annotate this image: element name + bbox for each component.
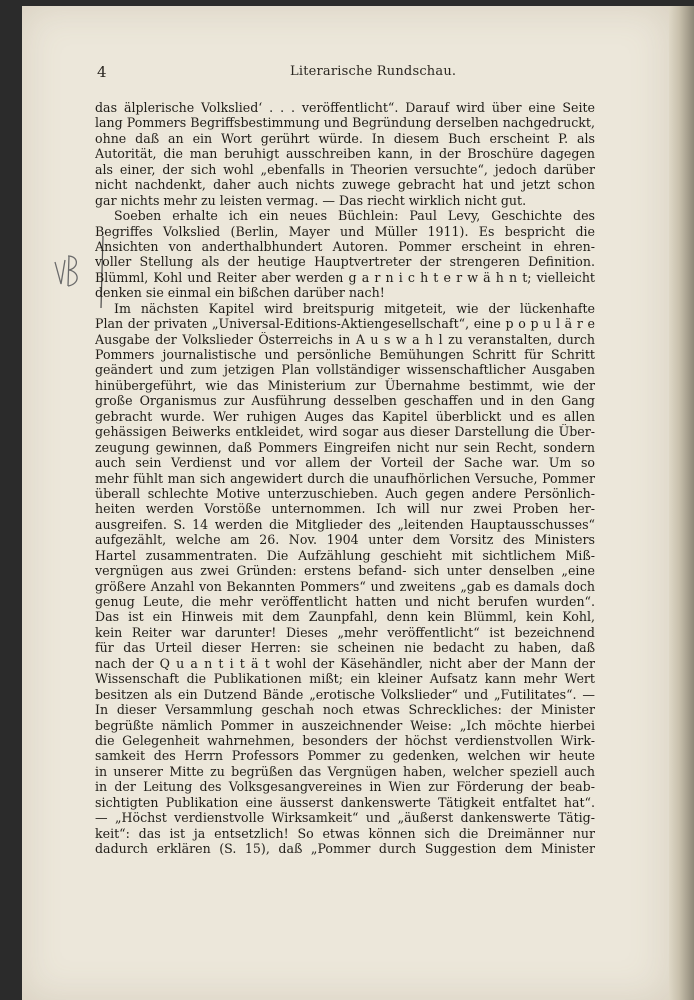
text-line: gebracht wurde. Wer ruhigen Auges das Kapitel überblickt und es allen [95, 408, 595, 424]
text-line: aufgezählt, welche am 26. Nov. 1904 unter dem Vorsitz des Ministers [95, 532, 595, 548]
text-line: als einer, der sich wohl „ebenfalls in Theorien versuchte“, jedoch darüber [95, 161, 595, 177]
text-line: Hartel zusammentraten. Die Aufzählung geschieht mit sichtlichem Miß- [95, 547, 595, 563]
text-line: überall schlechte Motive unterzuschieben. Auch gegen andere Persönlich- [95, 485, 595, 501]
text-line: Begriffes Volkslied (Berlin, Mayer und Müller 1911). Es bespricht die [95, 223, 595, 239]
text-line: besitzen als ein Dutzend Bände „erotische Volkslieder“ und „Futilitates“. — [95, 686, 595, 702]
text-line: hinübergeführt, wie das Ministerium zur Übernahme bestimmt, wie der [95, 377, 595, 393]
text-line: Plan der privaten „Universal-Editions-Aktiengesellschaft“, eine p o p u l ä r e [95, 316, 595, 332]
text-line: nach der Q u a n t i t ä t wohl der Käsehändler, nicht aber der Mann der [95, 655, 595, 671]
text-line: sichtigten Publikation eine äusserst dankenswerte Tätigkeit entfaltet hat“. [95, 794, 595, 810]
text-line: denken sie einmal ein bißchen darüber nach! [95, 285, 385, 301]
page-header [97, 63, 597, 83]
text-line: zeugung gewinnen, daß Pommers Eingreifen nicht nur sein Recht, sondern [95, 439, 595, 455]
text-line: genug Leute, die mehr veröffentlicht hatten und nicht berufen wurden“. [95, 594, 595, 609]
text-line: Autorität, die man beruhigt ausschreiben kann, in der Broschüre dagegen [95, 146, 595, 162]
text-line: Ansichten von anderthalbhundert Autoren. Pommer erscheint in ehren- [95, 238, 595, 254]
text-line: geändert und zum jetzigen Plan vollständiger wissenschaftlicher Ausgaben [95, 362, 595, 378]
body-text [95, 100, 595, 856]
text-line: für das Urteil dieser Herren: sie scheinen nie bedacht zu haben, daß [95, 640, 595, 656]
text-line: keit“: das ist ja entsetzlich! So etwas können sich die Dreimänner nur [95, 825, 595, 841]
text-line: ohne daß an ein Wort gerührt würde. In diesem Buch erscheint P. als [95, 130, 595, 146]
text-line: samkeit des Herrn Professors Pommer zu gedenken, welchen wir heute [95, 748, 595, 764]
text-line: lang Pommers Begriffsbestimmung und Begründung derselben nachgedruckt, [95, 115, 595, 131]
text-line: In dieser Versammlung geschah noch etwas Schreckliches: der Minister [95, 702, 595, 718]
text-line: dadurch erklären (S. 15), daß „Pommer durch Suggestion dem Minister [95, 841, 595, 856]
text-line: Das ist ein Hinweis mit dem Zaunpfahl, denn kein Blümml, kein Kohl, [95, 609, 595, 625]
text-line: große Organismus zur Ausführung desselben geschaffen und in den Gang [95, 393, 595, 409]
text-line: gar nichts mehr zu leisten vermag. — Das riecht wirklich nicht gut. [95, 192, 527, 208]
text-line: mehr fühlt man sich angewidert durch die unaufhörlichen Versuche, Pommer [95, 470, 595, 486]
text-line: in unserer Mitte zu begrüßen das Vergnügen haben, welcher speziell auch [95, 763, 595, 779]
text-line: in der Leitung des Volksgesangvereines in Wien zur Förderung der beab- [95, 779, 595, 795]
text-line: ausgreifen. S. 14 werden die Mitglieder des „leitenden Hauptausschusses“ [95, 516, 595, 532]
page-number: 4 [97, 63, 107, 81]
text-line: die Gelegenheit wahrnehmen, besonders der höchst verdienstvollen Wirk- [95, 732, 595, 748]
text-line: — „Höchst verdienstvolle Wirksamkeit“ und „äußerst dankenswerte Tätig- [95, 810, 595, 826]
text-line: größere Anzahl von Bekannten Pommers“ und zweitens „gab es damals doch [95, 578, 595, 594]
text-line: kein Reiter war darunter! Dieses „mehr veröffentlicht“ ist bezeichnend [95, 624, 595, 640]
text-line: Pommers journalistische und persönliche Bemühungen Schritt für Schritt [95, 347, 595, 362]
text-line: gehässigen Beiwerks entkleidet, wird sogar aus dieser Darstellung die Über- [95, 424, 595, 440]
text-line: Ausgabe der Volkslieder Österreichs in A u s w a h l zu veranstalten, durch [95, 331, 595, 347]
text-line: begrüßte nämlich Pommer in auszeichnender Weise: „Ich möchte hierbei [95, 717, 595, 733]
text-line: voller Stellung als der heutige Hauptvertreter der strengeren Definition. [95, 254, 595, 270]
text-line: Soeben erhalte ich ein neues Büchlein: Paul Levy, Geschichte des [114, 208, 595, 224]
text-line: Wissenschaft die Publikationen mißt; ein kleiner Aufsatz kann mehr Wert [95, 671, 595, 687]
running-title: Literarische Rundschau. [290, 64, 457, 79]
text-line: nicht nachdenkt, daher auch nichts zuwege gebracht hat und jetzt schon [95, 177, 595, 193]
text-line: auch sein Verdienst und vor allem der Vorteil der Sache war. Um so [95, 455, 595, 471]
text-line: Im nächsten Kapitel wird breitspurig mitgeteit, wie der lückenhafte [114, 300, 595, 316]
page-edge [669, 6, 694, 1000]
text-line: Blümml, Kohl und Reiter aber werden g a r n i c h t e r w ä h n t; vielleicht [95, 269, 595, 285]
text-line: vergnügen aus zwei Gründen: erstens befand- sich unter denselben „eine [95, 563, 595, 579]
text-line: das älplerische Volkslied‘ . . . veröffentlicht“. Darauf wird über eine Seite [95, 100, 595, 115]
text-line: heiten werden Vorstöße unternommen. Ich will nur zwei Proben her- [95, 501, 595, 517]
